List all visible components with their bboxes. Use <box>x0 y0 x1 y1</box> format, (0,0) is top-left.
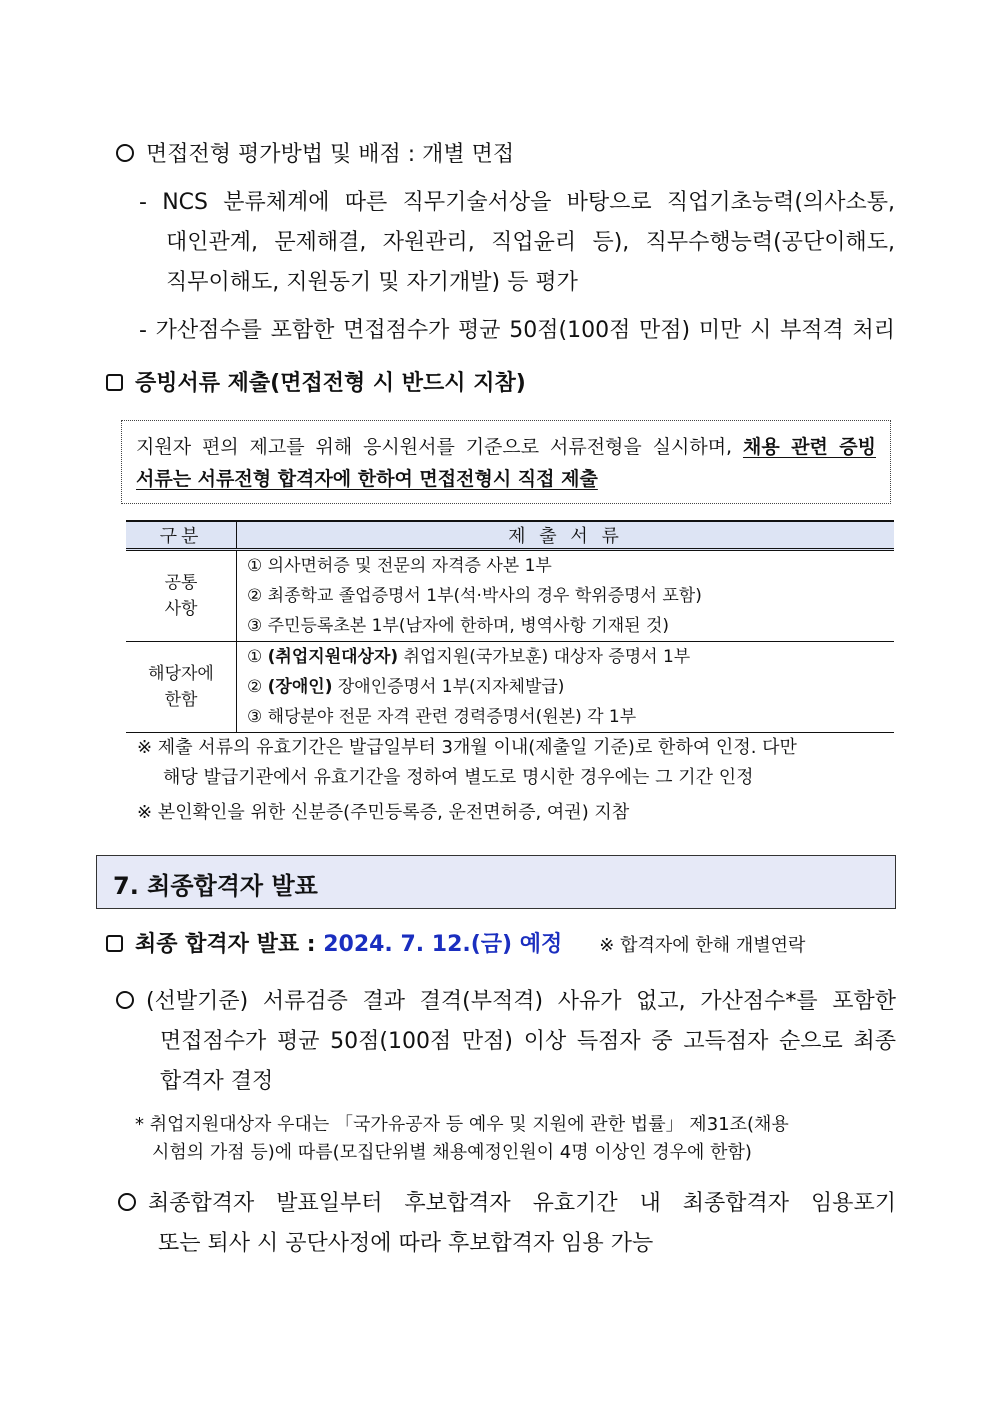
criteria-line2: 면접점수가 평균 50점(100점 만점) 이상 득점자 중 고득점자 순으로 최종 <box>160 1029 896 1054</box>
final-announce: 최종 합격자 발표 : 2024. 7. 12.(금) 예정 ※ 합격자에 한해 개별연락 <box>106 927 805 964</box>
documents-table <box>126 520 894 733</box>
circle-bullet-icon <box>116 991 134 1009</box>
doc-item: ① 의사면허증 및 전문의 자격증 사본 1부 <box>247 556 552 576</box>
documents-note1-line2: 해당 발급기관에서 유효기간을 정하여 별도로 명시한 경우에는 그 기간 인정 <box>163 767 754 788</box>
doc-item: ② 최종학교 졸업증명서 1부(석·박사의 경우 학위증명서 포함) <box>247 586 702 606</box>
doc-item: ② (장애인) 장애인증명서 1부(지자체발급) <box>247 677 565 697</box>
announce-date: 2024. 7. 12.(금) 예정 <box>323 932 563 957</box>
square-bullet-icon <box>106 935 123 952</box>
doc-item: ③ 주민등록초본 1부(남자에 한하며, 병역사항 기재된 것) <box>237 611 895 642</box>
circle-bullet-icon <box>116 144 134 162</box>
table-row <box>126 550 894 582</box>
criteria-line3: 합격자 결정 <box>160 1069 274 1094</box>
category-applicable: 해당자에 한함 <box>126 642 237 733</box>
documents-note1-line1: ※ 제출 서류의 유효기간은 발급일부터 3개월 이내(제출일 기준)로 한하여 인정. 다만 <box>137 737 797 758</box>
interview-item1-line2: 대인관계, 문제해결, 자원관리, 직업윤리 등), 직무수행능력(공단이해도, <box>166 230 895 255</box>
table-header-row <box>126 521 894 550</box>
circle-bullet-icon <box>118 1193 136 1211</box>
documents-note2: ※ 본인확인을 위한 신분증(주민등록증, 운전면허증, 여권) 지참 <box>137 802 630 823</box>
interview-heading: 면접전형 평가방법 및 배점 : 개별 면접 <box>116 137 514 173</box>
col-docs-header: 제 출 서 류 <box>237 521 895 550</box>
doc-item: ③ 해당분야 전문 자격 관련 경력증명서(원본) 각 1부 <box>237 702 895 733</box>
table-row <box>126 702 894 733</box>
category-common: 공통 사항 <box>126 550 237 642</box>
table-row <box>126 642 894 673</box>
documents-notice-line1: 지원자 편의 제고를 위해 응시원서를 기준으로 서류전형을 실시하며, 채용 관련 증빙 <box>136 436 876 458</box>
criteria-line1: (선발기준) 서류검증 결과 결격(부적격) 사유가 없고, 가산점수*를 포함한 <box>116 984 896 1020</box>
documents-notice-line2: 서류는 서류전형 합격자에 한하여 면접전형시 직접 제출 <box>136 468 598 490</box>
footnote-line2: 시험의 가점 등)에 따름(모집단위별 채용예정인원이 4명 이상인 경우에 한함) <box>152 1142 752 1163</box>
doc-item: ① (취업지원대상자) 취업지원(국가보훈) 대상자 증명서 1부 <box>247 647 691 667</box>
section7-title-box <box>96 855 896 909</box>
documents-notice-box <box>121 420 891 504</box>
footnote-line1: * 취업지원대상자 우대는 「국가유공자 등 예우 및 지원에 관한 법률」 제31조(채용 <box>135 1114 789 1135</box>
table-row <box>126 581 894 611</box>
table-row <box>126 611 894 642</box>
col-category-header: 구분 <box>126 521 237 550</box>
square-bullet-icon <box>106 374 123 391</box>
table-row <box>126 672 894 702</box>
interview-item1-line3: 직무이해도, 지원동기 및 자기개발) 등 평가 <box>166 270 578 295</box>
section7-title: 7. 최종합격자 발표 <box>113 872 318 900</box>
interview-item1-line1: - NCS 분류체계에 따른 직무기술서상을 바탕으로 직업기초능력(의사소통, <box>139 190 895 215</box>
documents-heading: 증빙서류 제출(면접전형 시 반드시 지참) <box>106 366 526 402</box>
reserve-line2: 또는 퇴사 시 공단사정에 따라 후보합격자 임용 가능 <box>158 1231 654 1256</box>
announce-note: ※ 합격자에 한해 개별연락 <box>599 935 806 956</box>
reserve-line1: 최종합격자 발표일부터 후보합격자 유효기간 내 최종합격자 임용포기 <box>118 1186 896 1222</box>
interview-item2: - 가산점수를 포함한 면접점수가 평균 50점(100점 만점) 미만 시 부적격 처리 <box>139 318 895 343</box>
